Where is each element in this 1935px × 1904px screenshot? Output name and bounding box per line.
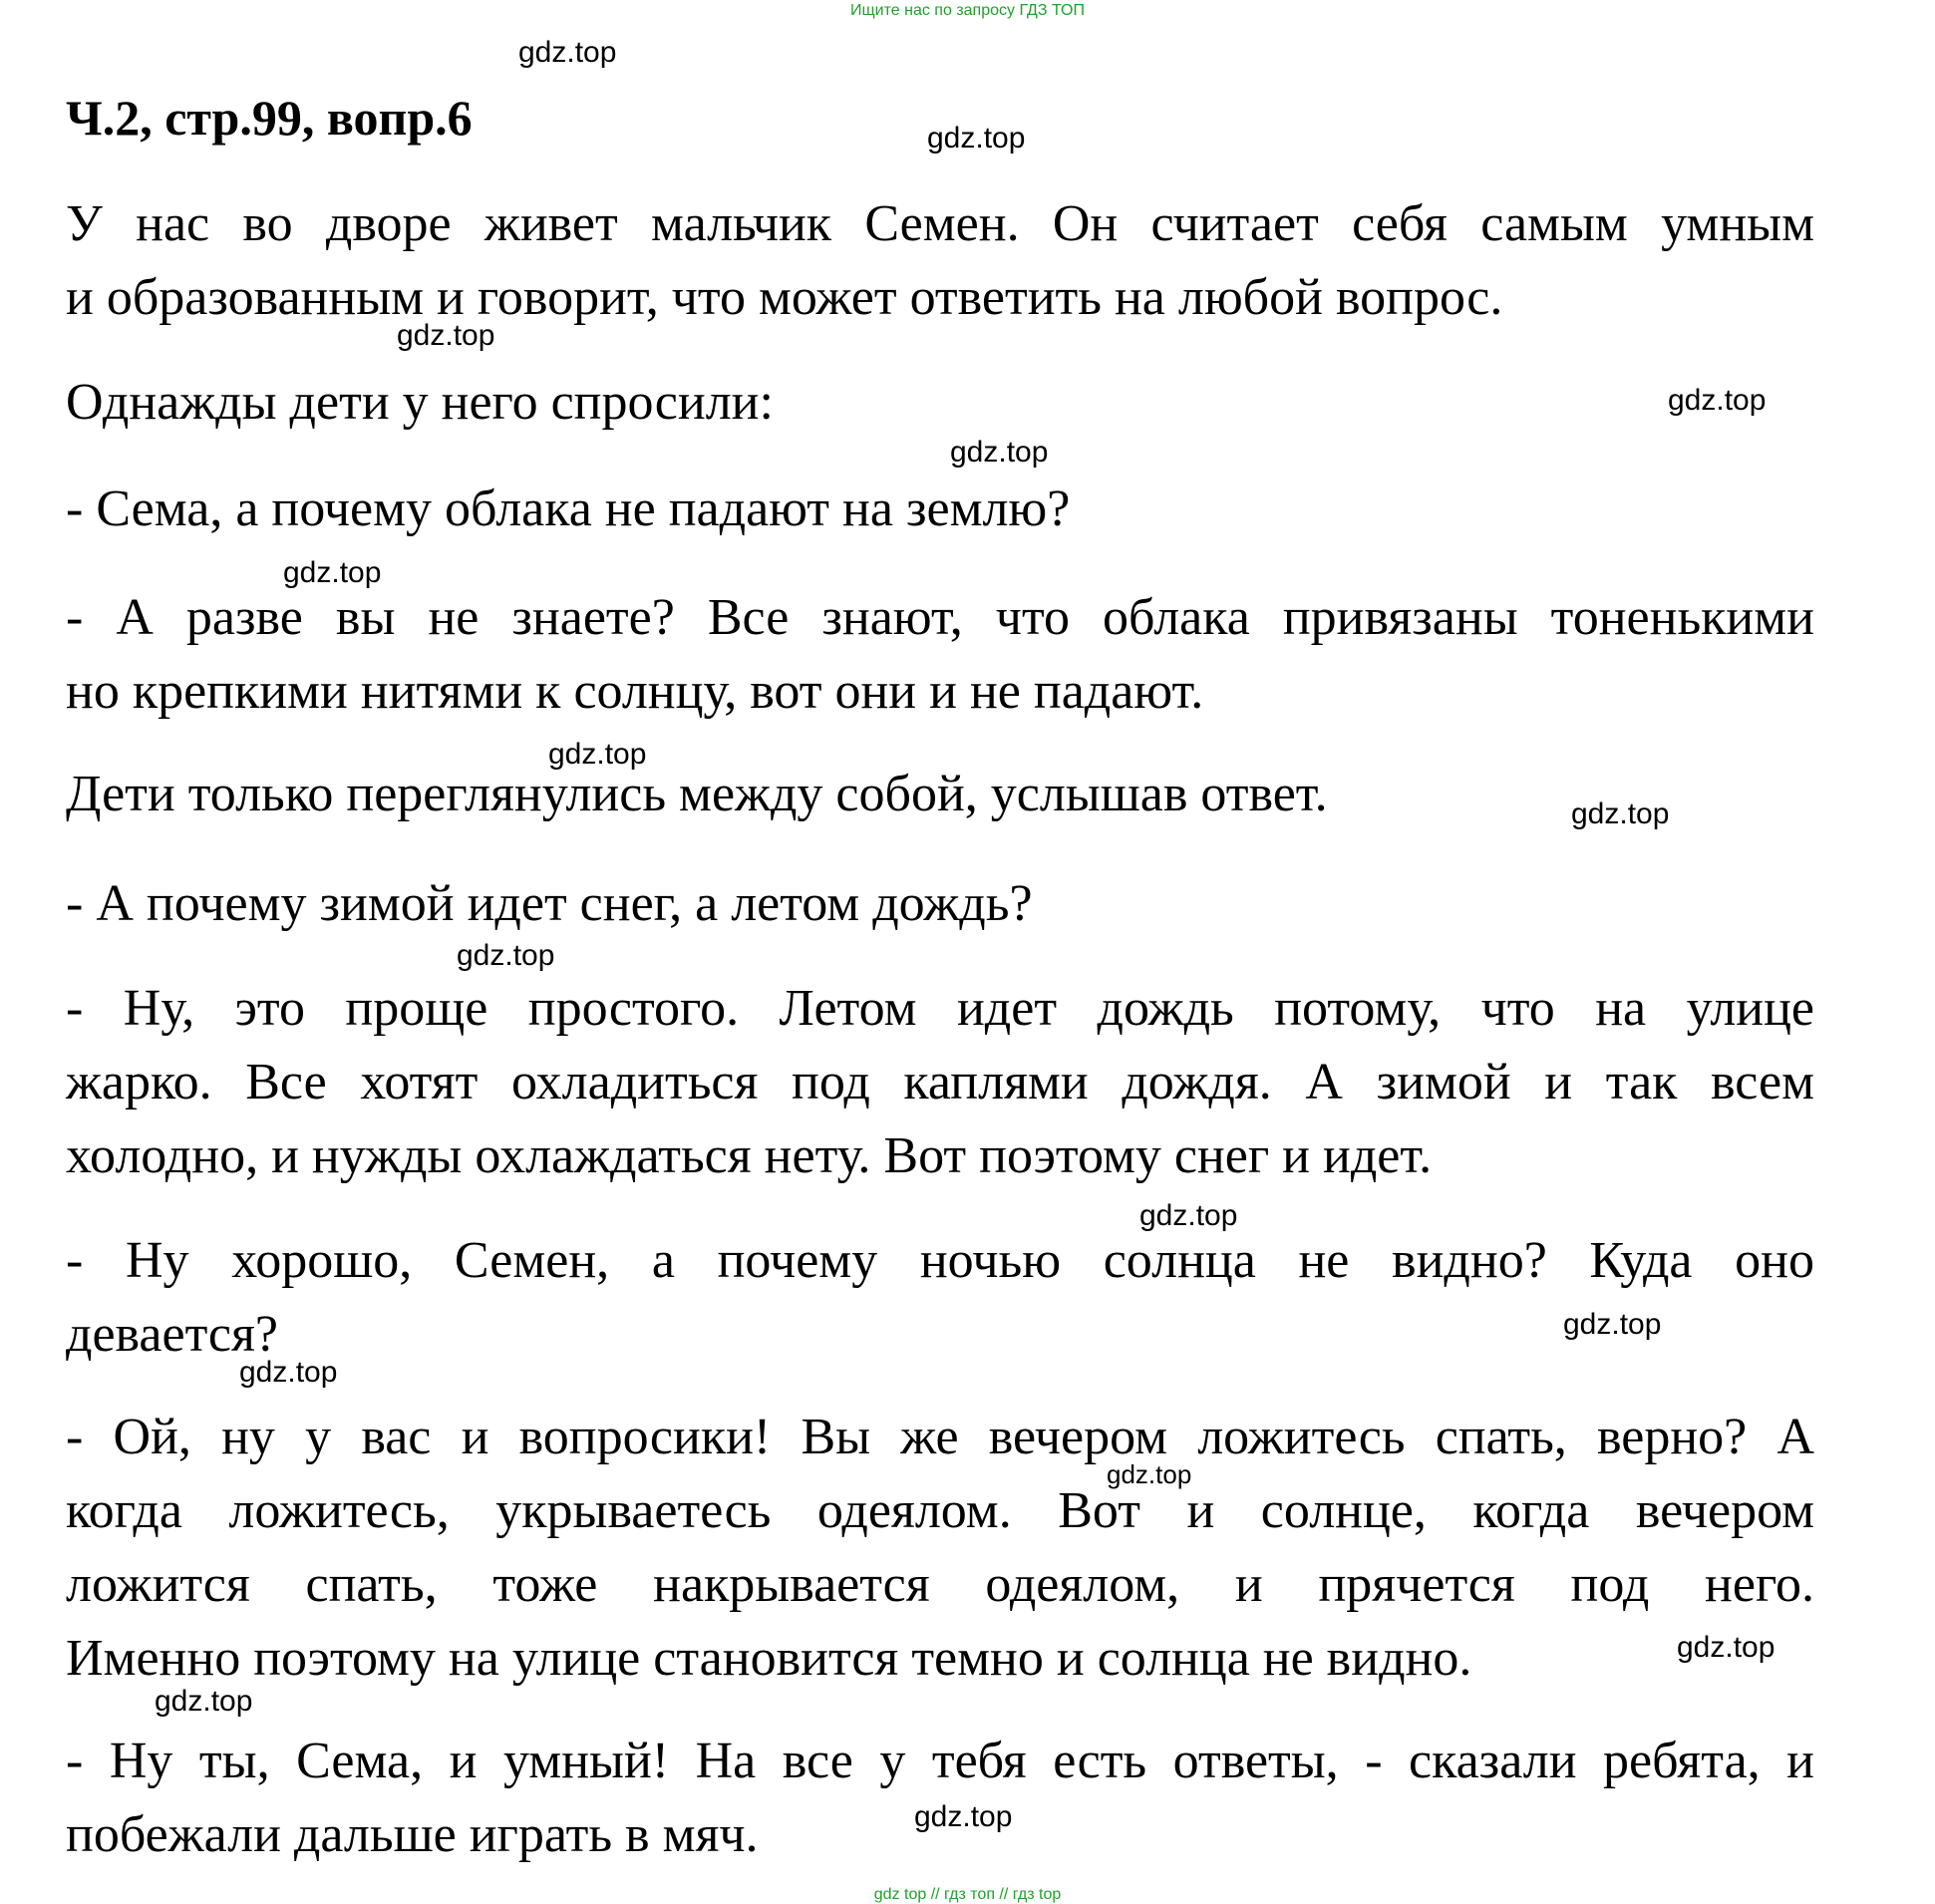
top-banner: Ищите нас по запросу ГДЗ ТОП xyxy=(850,2,1085,19)
paragraph-2 xyxy=(66,366,1814,440)
watermark: gdz.top xyxy=(1139,1199,1238,1232)
paragraph-6 xyxy=(66,867,1814,941)
paragraph-line: холодно, и нужды охлаждаться нету. Вот поэтому снег и идет. xyxy=(66,1127,1433,1184)
watermark: gdz.top xyxy=(397,319,495,352)
bottom-banner: gdz top // гдз топ // гдз top xyxy=(873,1886,1062,1903)
paragraph-4 xyxy=(66,581,1814,729)
paragraph-line: но крепкими нитями к солнцу, вот они и не падают. xyxy=(66,663,1204,720)
watermark: gdz.top xyxy=(457,939,555,972)
paragraph-line: - Ну, это проще простого. Летом идет дождь потому, что на улице xyxy=(66,980,1814,1037)
paragraph-1 xyxy=(66,187,1814,335)
watermark: gdz.top xyxy=(914,1800,1013,1833)
paragraph-line: - А разве вы не знаете? Все знают, что облака привязаны тоненькими xyxy=(66,589,1814,646)
paragraph-line: - А почему зимой идет снег, а летом дождь? xyxy=(66,875,1033,932)
paragraph-line: ложится спать, тоже накрывается одеялом, и прячется под него. xyxy=(66,1556,1814,1613)
paragraph-line: У нас во дворе живет мальчик Семен. Он считает себя самым умным xyxy=(66,195,1814,252)
paragraph-line: когда ложитесь, укрываетесь одеялом. Вот и солнце, когда вечером xyxy=(66,1482,1814,1539)
paragraph-line: девается? xyxy=(66,1306,279,1363)
paragraph-line: - Ой, ну у вас и вопросики! Вы же вечером ложитесь спать, верно? А xyxy=(66,1409,1814,1465)
paragraph-line: - Ну хорошо, Семен, а почему ночью солнца не видно? Куда оно xyxy=(66,1232,1814,1289)
paragraph-line: побежали дальше играть в мяч. xyxy=(66,1806,759,1863)
paragraph-line: Дети только переглянулись между собой, услышав ответ. xyxy=(66,766,1328,822)
watermark: gdz.top xyxy=(1571,797,1670,830)
paragraph-line: - Ну ты, Сема, и умный! На все у тебя есть ответы, - сказали ребята, и xyxy=(66,1733,1814,1789)
paragraph-9 xyxy=(66,1401,1814,1696)
paragraph-line: и образованным и говорит, что может ответить на любой вопрос. xyxy=(66,269,1503,326)
paragraph-3 xyxy=(66,473,1814,546)
paragraph-line: Однажды дети у него спросили: xyxy=(66,374,774,431)
watermark: gdz.top xyxy=(283,556,382,589)
paragraph-10 xyxy=(66,1725,1814,1872)
paragraph-line: - Сема, а почему облака не падают на землю? xyxy=(66,480,1071,537)
paragraph-8 xyxy=(66,1224,1814,1372)
paragraph-5 xyxy=(66,758,1814,831)
watermark: gdz.top xyxy=(1563,1308,1662,1341)
paragraph-line: жарко. Все хотят охладиться под каплями дождя. А зимой и так всем xyxy=(66,1054,1814,1111)
watermark: gdz.top xyxy=(927,122,1026,155)
page-title: Ч.2, стр.99, вопр.6 xyxy=(66,90,473,146)
watermark: gdz.top xyxy=(518,36,617,69)
paragraph-7 xyxy=(66,972,1814,1193)
watermark: gdz.top xyxy=(155,1685,253,1718)
watermark: gdz.top xyxy=(1677,1631,1775,1664)
paragraph-line: Именно поэтому на улице становится темно и солнца не видно. xyxy=(66,1630,1472,1687)
watermark: gdz.top xyxy=(239,1356,338,1389)
watermark: gdz.top xyxy=(548,738,647,771)
watermark: gdz.top xyxy=(1107,1459,1192,1489)
watermark: gdz.top xyxy=(1668,384,1767,417)
watermark: gdz.top xyxy=(950,436,1049,469)
